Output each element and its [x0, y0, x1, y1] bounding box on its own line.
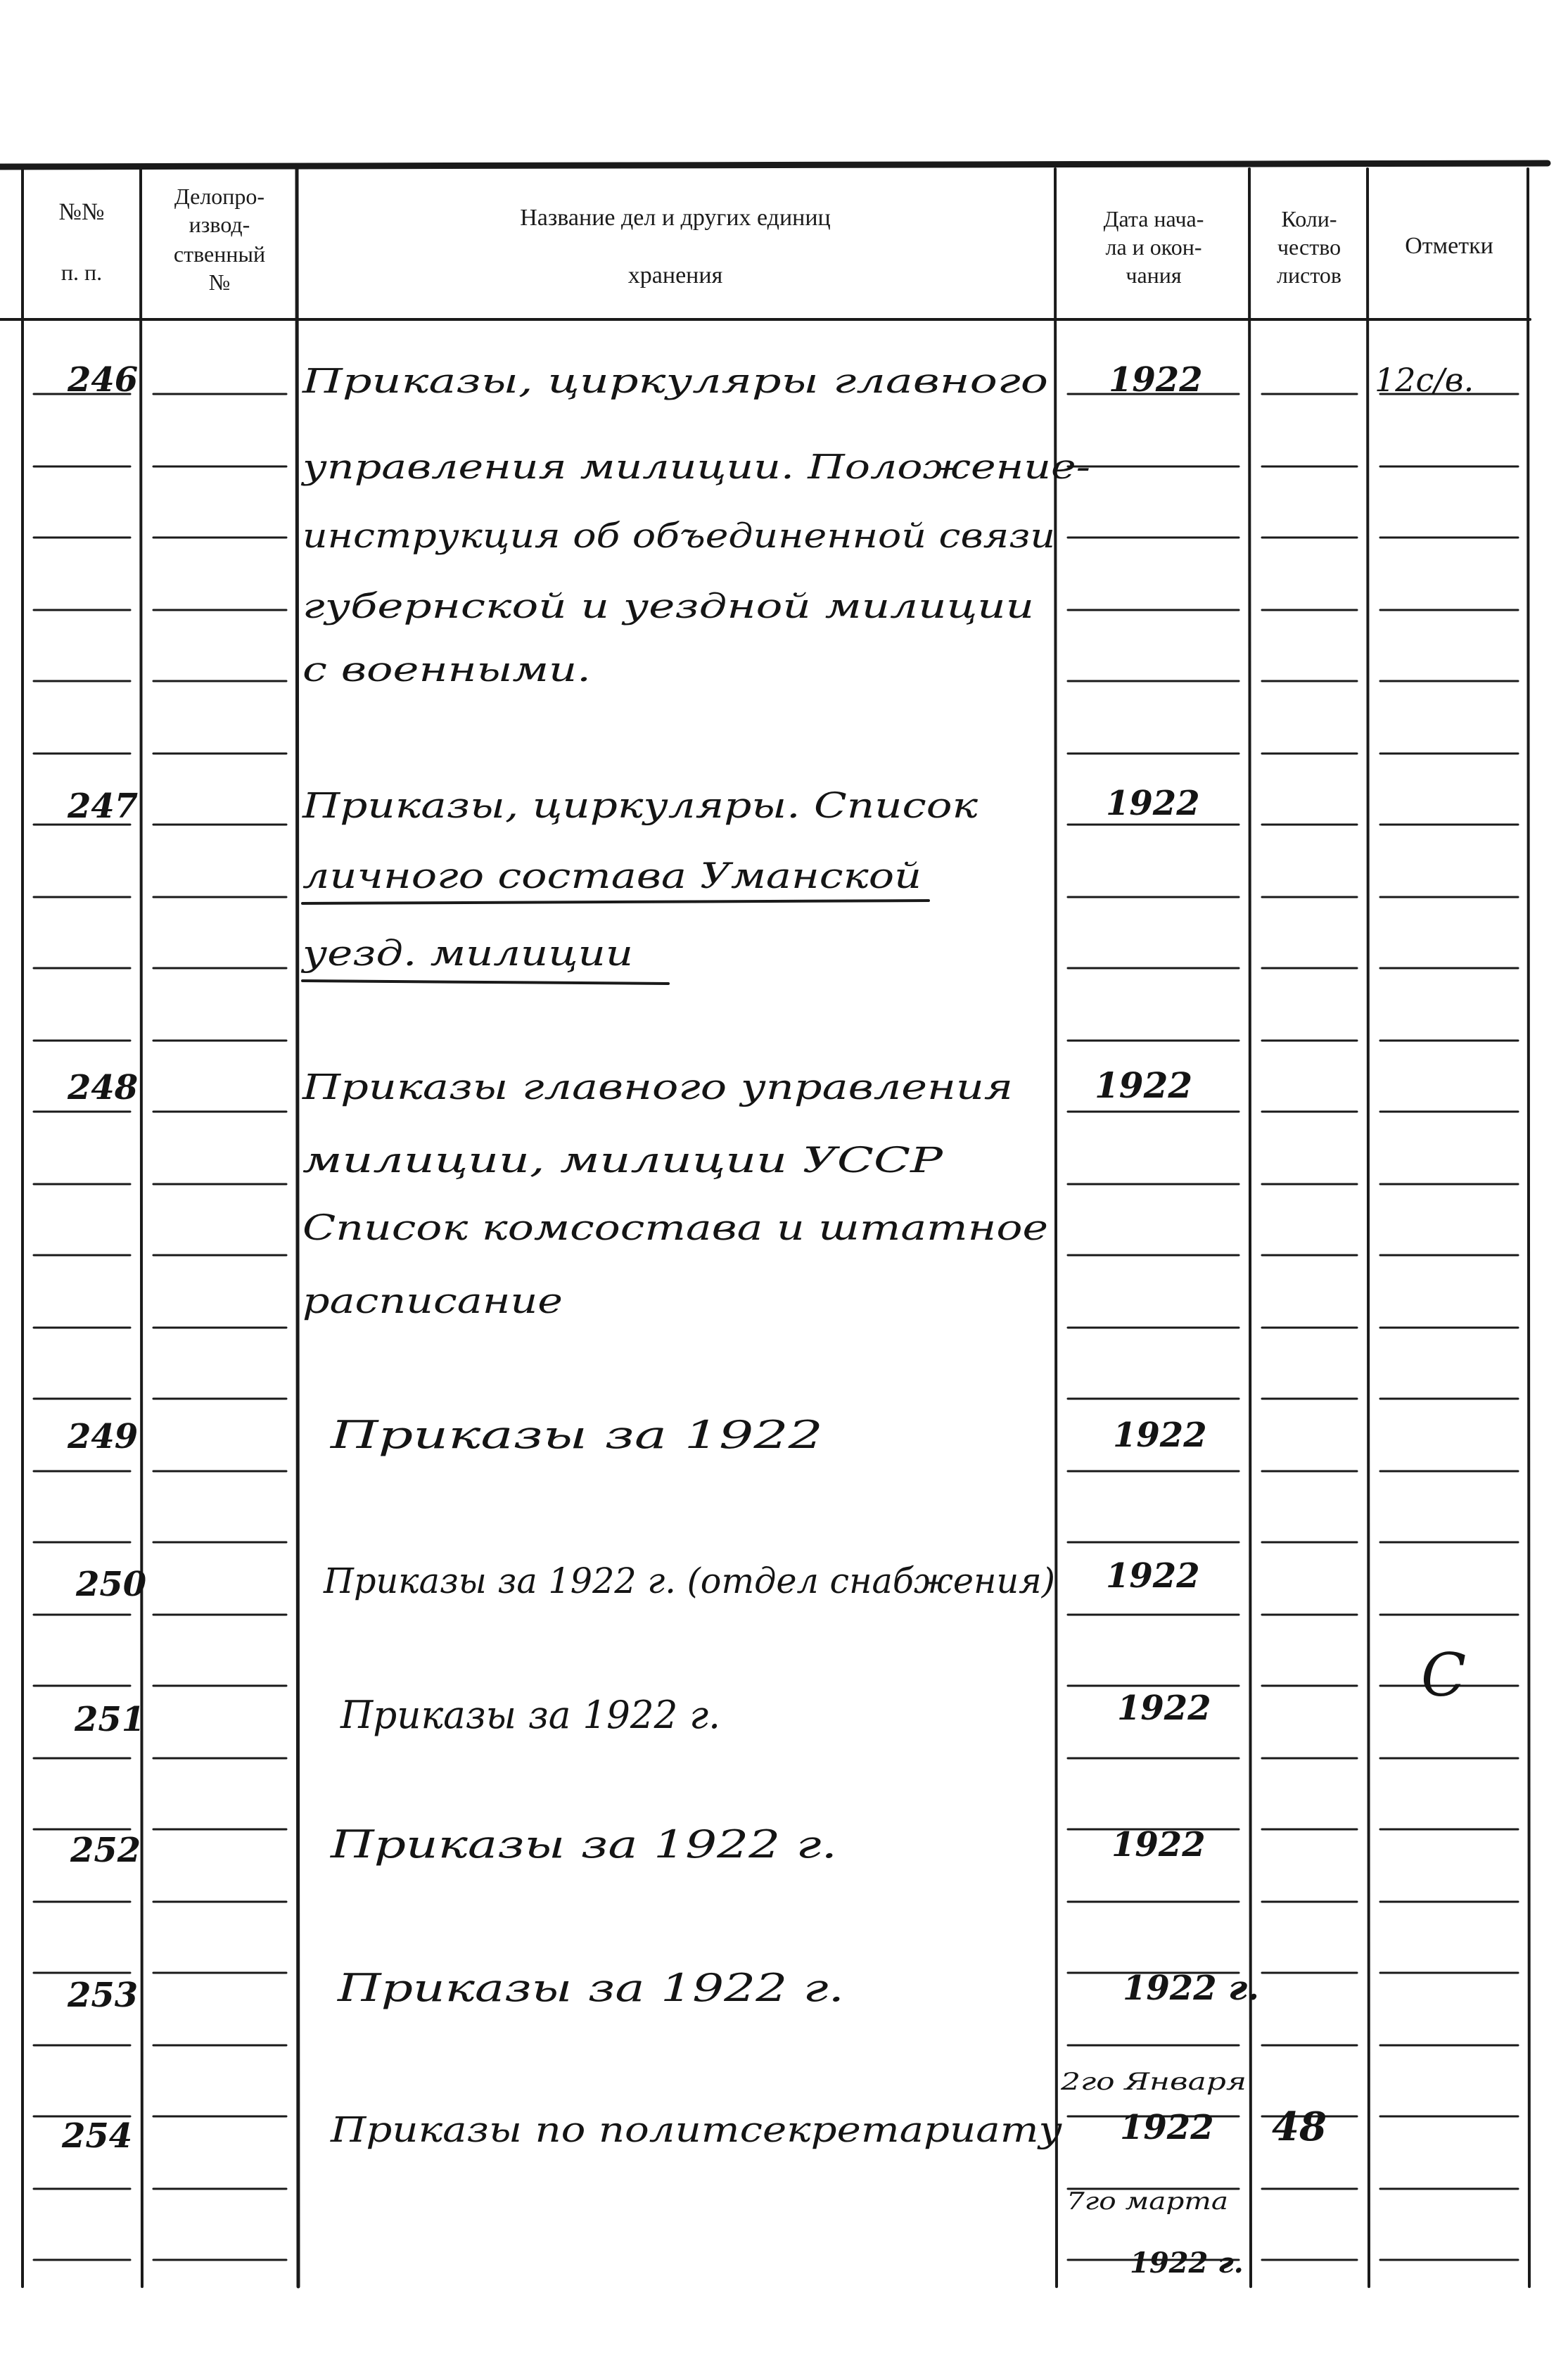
record-date: 1922 [1113, 1416, 1207, 1455]
record-date: 1922 [1106, 784, 1200, 823]
record-title-line: Приказы за 1922 г. [329, 1822, 837, 1867]
col-notes-header: Отметки [1405, 233, 1493, 259]
record-title-line: личного состава Уманской [302, 856, 922, 896]
record-title-line: управления милиции. Положение- [300, 447, 1090, 487]
record-number: 247 [68, 787, 139, 826]
top-border [0, 163, 1548, 167]
col-num-subheader: п. п. [60, 260, 103, 285]
record-title-line: Приказы, циркуляры главного [301, 362, 1048, 401]
record-number: 249 [68, 1417, 139, 1456]
record-title-line: с военными. [302, 650, 591, 690]
record-number: 246 [68, 360, 139, 400]
col-count-header-line1: Коли- [1281, 206, 1337, 231]
record-title-line: милиции, милиции УССР [302, 1140, 944, 1181]
record-title-line: уезд. милиции [300, 933, 633, 974]
record-date: 1922 [1111, 1825, 1206, 1864]
record-title-line: Приказы за 1922 г. (отдел снабжения) [323, 1561, 1056, 1601]
record-title-line: расписание [302, 1280, 563, 1321]
record-title-line: Приказы за 1922 [329, 1413, 823, 1457]
record-title-line: Приказы за 1922 г. [336, 1966, 844, 2010]
record-date: 2го Января [1059, 2068, 1247, 2096]
record-title-line: Приказы, циркуляры. Список [301, 785, 979, 826]
record-date: 1922 [1106, 1556, 1200, 1596]
record-date: 7го марта [1066, 2187, 1228, 2216]
record-title-line: инструкция об объединенной связи [302, 516, 1055, 556]
record-sheet-count: 48 [1272, 2104, 1327, 2150]
col-dates-header-line3: чания [1126, 262, 1182, 288]
col-count-header-line2: чество [1277, 234, 1341, 260]
record-date: 1922 г. [1130, 2247, 1244, 2280]
record-date: 1922 [1109, 360, 1203, 400]
col-divider-6 [1528, 169, 1529, 2287]
col-count-header-line3: листов [1277, 262, 1341, 288]
col-office-header-line1: Делопро- [174, 184, 265, 209]
record-number: 254 [62, 2116, 133, 2156]
record-title-line: Список комсостава и штатное [302, 1207, 1048, 1248]
record-notes: С [1421, 1641, 1467, 1710]
record-number: 251 [75, 1700, 146, 1739]
col-office-header-line4: № [208, 269, 231, 295]
record-title-line: Приказы главного управления [301, 1067, 1013, 1107]
record-number: 252 [70, 1831, 141, 1870]
record-number: 250 [76, 1565, 147, 1604]
record-notes: 12с/в. [1375, 361, 1474, 399]
record-title-line: Приказы по политсекретариату [329, 2109, 1062, 2150]
record-title-line: губернской и уездной милиции [302, 587, 1034, 626]
col-divider-1 [141, 169, 142, 2287]
record-date: 1922 [1095, 1065, 1193, 1106]
record-number: 248 [68, 1068, 139, 1107]
record-date: 1922 [1117, 1689, 1211, 1728]
col-title-header-line2: хранения [627, 262, 723, 288]
col-divider-5 [1368, 169, 1369, 2287]
record-title-line: Приказы за 1922 г. [340, 1693, 721, 1737]
col-num-header: №№ [58, 199, 105, 225]
col-divider-2 [297, 169, 298, 2287]
col-title-header-line1: Название дел и других единиц [520, 205, 831, 231]
record-number: 253 [68, 1976, 139, 2015]
record-date: 1922 [1120, 2108, 1214, 2147]
col-office-header-line2: извод- [189, 212, 250, 237]
col-dates-header-line2: ла и окон- [1105, 234, 1202, 260]
col-dates-header-line1: Дата нача- [1103, 206, 1204, 231]
record-date: 1922 г. [1123, 1969, 1260, 2008]
col-office-header-line3: ственный [173, 241, 266, 267]
